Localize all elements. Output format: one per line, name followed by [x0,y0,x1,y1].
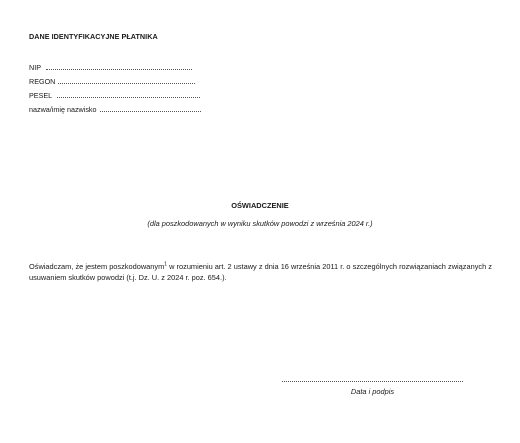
pesel-field [29,90,200,101]
nip-label: NIP [29,63,41,72]
regon-field [29,76,195,87]
declaration-subtitle: (dla poszkodowanych w wyniku skutków powodzi z września 2024 r.) [147,219,373,228]
statement-text-rest: w rozumieniu art. 2 ustawy z dnia 16 września 2011 r. o szczególnych rozwiązaniach związanych z usuwaniem skutków powodzi (t.j. Dz. U. z 2024 r. poz. 654.). [29,262,492,282]
payer-data-heading: DANE IDENTYFIKACYJNE PŁATNIKA [29,32,158,41]
regon-dotted-line [58,76,195,84]
nip-field [29,62,192,73]
declaration-statement [29,261,492,283]
nip-dotted-line [46,62,192,70]
statement-text-start: Oświadczam, że jestem poszkodowanym [29,262,165,271]
declaration-title: OŚWIADCZENIE [231,201,289,210]
signature-dotted-line [282,381,463,382]
pesel-label: PESEL [29,91,52,100]
signature-label: Data i podpis [350,387,395,396]
name-field [29,104,201,115]
name-label: nazwa/imię nazwisko [29,105,97,114]
pesel-dotted-line [57,90,200,98]
name-dotted-line [100,104,201,112]
regon-label: REGON [29,77,56,86]
footnote-marker: 1 [164,261,168,268]
